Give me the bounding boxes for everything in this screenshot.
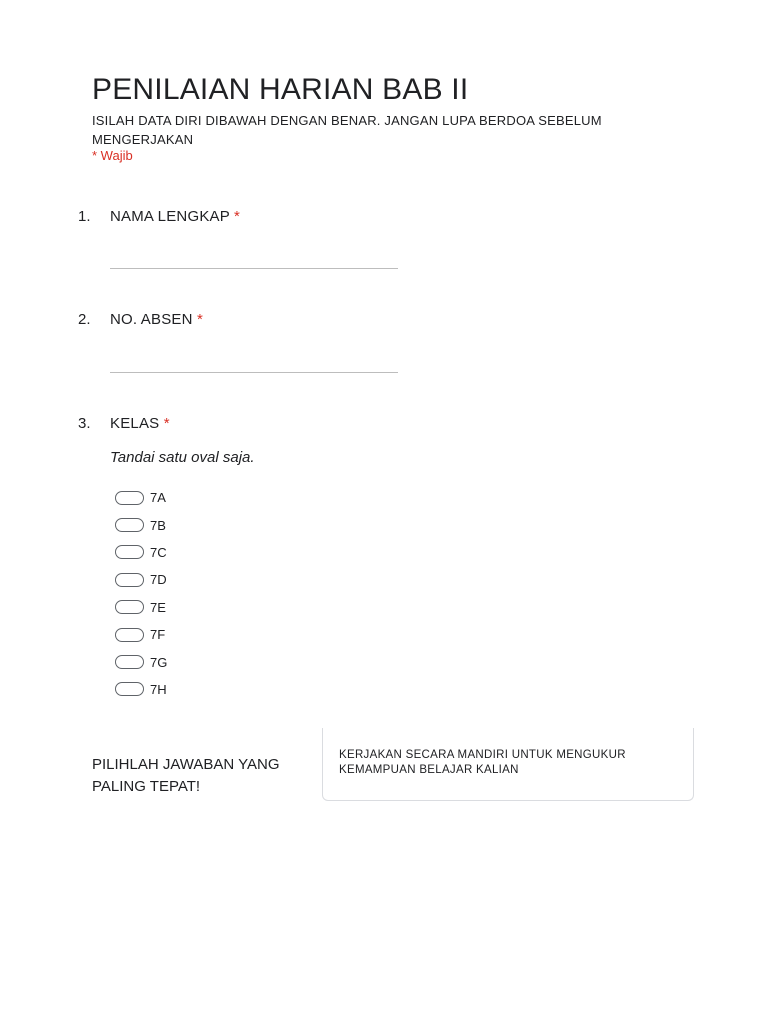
question-2-label xyxy=(110,311,203,328)
form-description: ISILAH DATA DIRI DIBAWAH DENGAN BENAR. JANGAN LUPA BERDOA SEBELUM MENGERJAKAN xyxy=(92,113,602,147)
question-3-hint: Tandai satu oval saja. xyxy=(110,449,255,466)
question-3-required-mark: * xyxy=(163,415,170,432)
option-label: 7D xyxy=(150,572,167,588)
radio-oval-7f[interactable] xyxy=(115,628,144,642)
option-label: 7H xyxy=(150,681,167,697)
radio-oval-7d[interactable] xyxy=(115,573,144,587)
section-description-box xyxy=(322,728,694,801)
question-1-text: NAMA LENGKAP xyxy=(110,208,230,225)
question-3-number: 3. xyxy=(78,415,91,432)
nama-lengkap-input[interactable] xyxy=(110,268,398,269)
question-1-label xyxy=(110,208,240,225)
radio-oval-7b[interactable] xyxy=(115,518,144,532)
option-7a[interactable] xyxy=(115,484,167,511)
option-label: 7F xyxy=(150,627,166,643)
option-label: 7C xyxy=(150,544,167,560)
section-title: PILIHLAH JAWABAN YANG PALING TEPAT! xyxy=(92,756,280,795)
radio-oval-7c[interactable] xyxy=(115,545,144,559)
option-7b[interactable] xyxy=(115,511,167,538)
radio-oval-7e[interactable] xyxy=(115,600,144,614)
radio-oval-7g[interactable] xyxy=(115,655,144,669)
option-7f[interactable] xyxy=(115,621,167,648)
question-2-number: 2. xyxy=(78,311,91,328)
option-7e[interactable] xyxy=(115,594,167,621)
radio-oval-7a[interactable] xyxy=(115,491,144,505)
question-1-number: 1. xyxy=(78,208,91,225)
kelas-options xyxy=(115,484,167,703)
question-3-text: KELAS xyxy=(110,415,160,432)
form-title: PENILAIAN HARIAN BAB II xyxy=(92,73,469,106)
required-note: * Wajib xyxy=(92,148,133,163)
radio-oval-7h[interactable] xyxy=(115,682,144,696)
question-2-required-mark: * xyxy=(197,311,204,328)
option-7h[interactable] xyxy=(115,676,167,703)
option-label: 7G xyxy=(150,654,168,670)
option-7d[interactable] xyxy=(115,566,167,593)
question-3-label xyxy=(110,415,170,432)
option-7g[interactable] xyxy=(115,648,167,675)
option-label: 7E xyxy=(150,599,166,615)
question-2-text: NO. ABSEN xyxy=(110,311,193,328)
question-1-required-mark: * xyxy=(234,208,241,225)
section-description: KERJAKAN SECARA MANDIRI UNTUK MENGUKUR KEMAMPUAN BELAJAR KALIAN xyxy=(339,749,626,776)
no-absen-input[interactable] xyxy=(110,372,398,373)
option-label: 7A xyxy=(150,490,166,506)
option-7c[interactable] xyxy=(115,539,167,566)
option-label: 7B xyxy=(150,517,166,533)
